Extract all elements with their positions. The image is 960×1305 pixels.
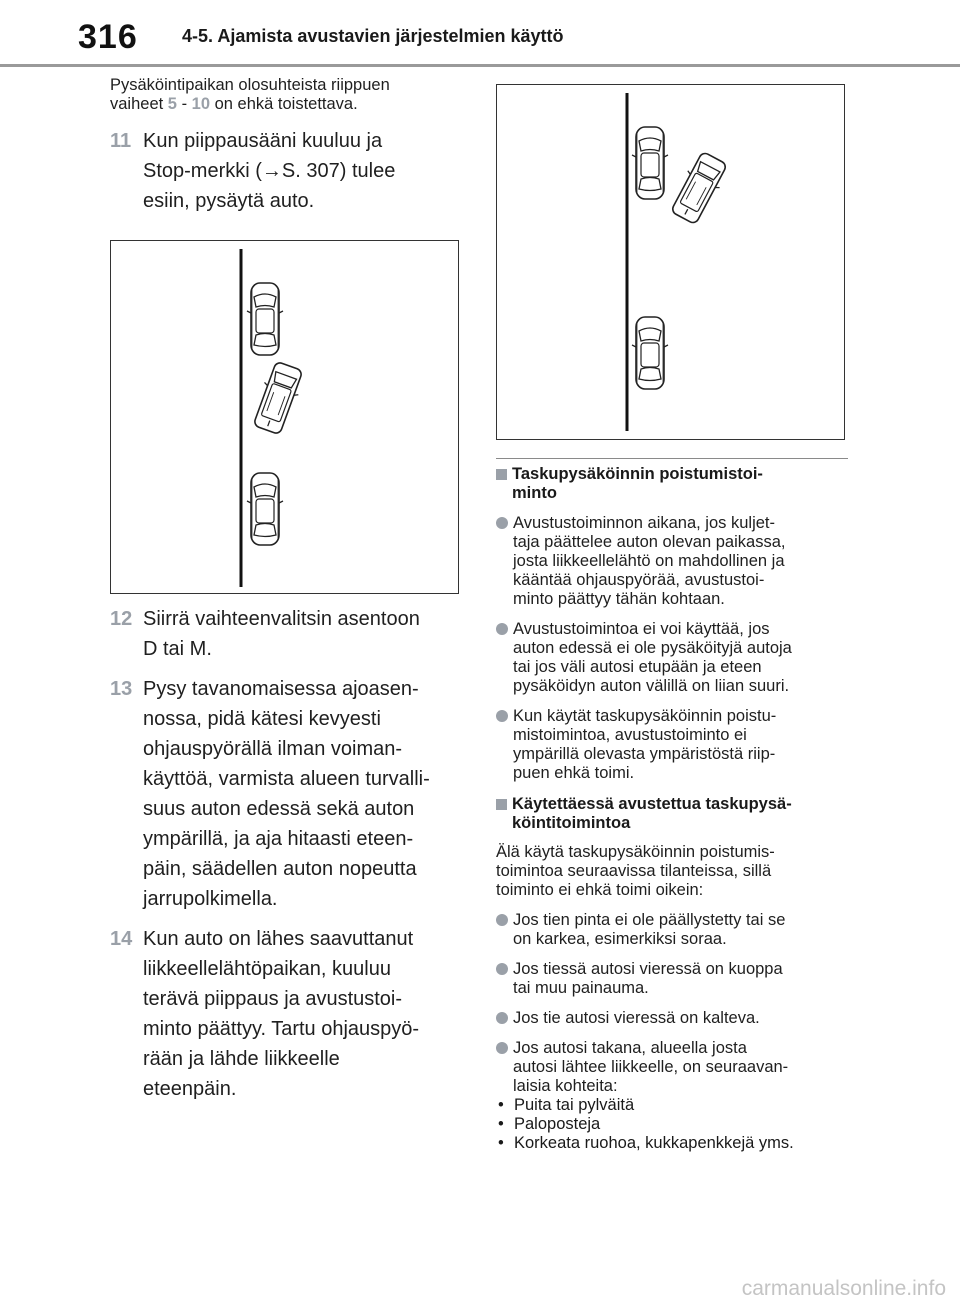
round-bullet-icon [496,1012,508,1024]
front-parked-car [247,283,283,355]
round-bullet-icon [496,1042,508,1054]
step-11-line-1: Kun piippausääni kuuluu ja [143,130,383,152]
step-11-page-ref[interactable]: S. 307) tulee [281,160,396,182]
intro-pre: vaiheet [110,95,168,113]
warning-intro: Älä käytä taskupysäköinnin poistumis- toimintoa seuraavissa tilanteissa, sillä toiminto ei ehkä toimi oikein: [496,843,775,899]
round-bullet-icon [496,710,508,722]
heading-assisted-parking: Käytettäessä avustettua taskupysä- köintitoimintoa [496,795,848,833]
step-11 [110,126,462,216]
figure-car-exiting [110,240,459,594]
intro-dash: - [176,95,192,113]
intro-step-a: 5 [167,95,177,113]
list-item: • Paloposteja [498,1115,601,1133]
parking-diagram-1 [111,241,458,593]
bullet-item: Jos tiessä autosi vieressä on kuoppa tai muu painauma. [496,960,848,998]
section-title: 4-5. Ajamista avustavien järjestelmien käyttö [182,26,564,46]
list-item: • Korkeata ruohoa, kukkapenkkejä yms. [498,1134,794,1152]
step-12-number: 12 [110,608,133,630]
intro-line-1: Pysäköintipaikan olosuhteista riippuen [110,76,390,94]
step-11-number: 11 [110,130,132,152]
step-14-text: Kun auto on lähes saavuttanut liikkeellelähtöpaikan, kuuluu terävä piippaus ja avustustoi- minto päättyy. Tartu ohjauspyö- rään ja lähde liikkeelle eteenpäin. [143,928,420,1100]
square-bullet-icon [496,799,507,810]
bullet-item: Avustustoimintoa ei voi käyttää, jos auton edessä ei ole pysäköityjä autoja tai jos väli autosi etupään ja eteen pysäköidyn auton välillä on liian suuri. [496,620,848,696]
bullet-item: Jos tien pinta ei ole päällystetty tai se on karkea, esimerkiksi soraa. [496,911,848,949]
own-car [667,150,731,227]
intro-step-b: 10 [191,95,211,113]
bullet-item: Kun käytät taskupysäköinnin poistu- mistoimintoa, avustustoiminto ei ympärillä olevasta ympäristöstä riip- puen ehkä toimi. [496,707,848,783]
intro-post: on ehkä toistettava. [210,95,358,113]
page-number: 316 [78,18,138,56]
list-item: • Puita tai pylväitä [498,1096,635,1114]
right-column [496,450,848,1153]
obstacle-list [496,1096,848,1153]
square-bullet-icon [496,469,507,480]
step-11-line-3: esiin, pysäytä auto. [143,190,315,212]
bullet-item: Jos tie autosi vieressä on kalteva. [496,1009,848,1028]
step-13-text: Pysy tavanomaisessa ajoasen- nossa, pidä kätesi kevyesti ohjauspyörällä ilman voiman- käyttöä, varmista alueen turvalli- suus auton edessä sekä auton ympärillä, ja aja hitaasti eteen- päin, säädellen auton nopeutta jarrupolkimella. [143,678,430,910]
step-11-text [143,126,395,216]
round-bullet-icon [496,623,508,635]
figure-car-leaving-spot [496,84,845,440]
section-divider [496,458,848,459]
footer-watermark[interactable]: carmanualsonline.info [741,1277,946,1300]
bullet-item: Jos autosi takana, alueella josta autosi lähtee liikkeelle, on seuraavan- laisia kohteita: [496,1039,848,1096]
bullet-item: Avustustoiminnon aikana, jos kuljet- taja päättelee auton olevan paikassa, josta liikkeellelähtö on mahdollinen ja kääntää ohjauspyörää, avustustoi- minto päättyy tähän kohtaan. [496,514,848,609]
heading-exit-function: Taskupysäköinnin poistumistoi- minto [496,465,848,503]
round-bullet-icon [496,963,508,975]
step-13-number: 13 [110,678,133,700]
step-12 [110,604,462,664]
round-bullet-icon [496,517,508,529]
intro-paragraph [110,76,462,114]
rear-parked-car [247,473,283,545]
step-14 [110,924,462,1104]
round-bullet-icon [496,914,508,926]
page-ref-arrow-icon: → [261,160,282,182]
step-11-line-2a: Stop-merkki ( [143,160,262,182]
own-car [249,360,306,436]
parking-diagram-2 [497,85,844,439]
front-parked-car [632,127,668,199]
step-14-number: 14 [110,928,133,950]
rear-parked-car [632,317,668,389]
header-rule [0,64,960,67]
step-13 [110,674,462,914]
left-column [110,76,462,1104]
step-12-text: Siirrä vaihteenvalitsin asentoon D tai M. [143,608,420,660]
